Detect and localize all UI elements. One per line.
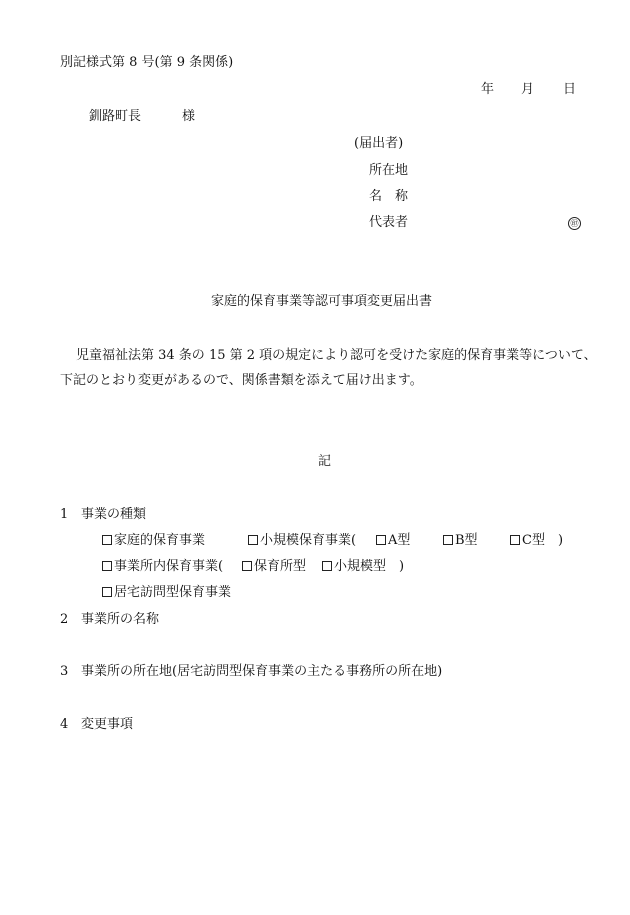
checkbox[interactable] <box>102 587 112 597</box>
ki-heading: 記 <box>318 454 332 469</box>
checkbox[interactable] <box>102 535 112 545</box>
option-label: A型 <box>388 533 411 548</box>
name-label: 名 称 <box>369 189 409 204</box>
option-kyotaku[interactable] <box>102 585 231 601</box>
option-label: 小規模保育事業( <box>260 533 357 548</box>
checkbox[interactable] <box>322 561 332 571</box>
option-shokibo[interactable] <box>248 533 356 549</box>
date-month: 月 <box>521 82 535 97</box>
checkbox[interactable] <box>248 535 258 545</box>
item-number: 2 <box>60 612 69 627</box>
item-label: 変更事項 <box>81 717 134 732</box>
document-title: 家庭的保育事業等認可事項変更届出書 <box>211 294 433 309</box>
item-label: 事業所の所在地(居宅訪問型保育事業の主たる事務所の所在地) <box>81 664 443 679</box>
option-jigyosho[interactable] <box>102 559 223 575</box>
body-text-line2: 下記のとおり変更があるので、関係書類を添えて届け出ます。 <box>60 373 423 388</box>
option-label: 保育所型 <box>254 559 307 574</box>
item-label: 事業所の名称 <box>81 612 160 627</box>
item-label: 事業の種類 <box>81 507 147 522</box>
option-b-type[interactable] <box>443 533 478 549</box>
date-year: 年 <box>481 82 495 97</box>
option-hoikusho-type[interactable] <box>242 559 306 575</box>
representative-label: 代表者 <box>369 215 409 230</box>
option-c-type[interactable] <box>510 533 563 549</box>
option-label: 家庭的保育事業 <box>114 533 206 548</box>
option-label: B型 <box>455 533 478 548</box>
option-label: 小規模型 ) <box>334 559 405 574</box>
body-text-line1: 児童福祉法第 34 条の 15 第 2 項の規定により認可を受けた家庭的保育事業等について、 <box>76 348 597 363</box>
item-number: 4 <box>60 717 69 732</box>
seal-icon: ㊞ <box>568 217 581 230</box>
form-header: 別記様式第 8 号(第 9 条関係) <box>60 55 234 70</box>
option-a-type[interactable] <box>376 533 410 549</box>
option-shokibo-type[interactable] <box>322 559 404 575</box>
item-number: 1 <box>60 507 69 522</box>
checkbox[interactable] <box>102 561 112 571</box>
item-number: 3 <box>60 664 69 679</box>
checkbox[interactable] <box>443 535 453 545</box>
option-label: 居宅訪問型保育事業 <box>114 585 232 600</box>
seal-mark <box>568 215 581 231</box>
addressee-name: 釧路町長 <box>89 109 142 124</box>
option-label: 事業所内保育事業( <box>114 559 224 574</box>
applicant-heading: (届出者) <box>354 136 404 151</box>
checkbox[interactable] <box>510 535 520 545</box>
checkbox[interactable] <box>376 535 386 545</box>
address-label: 所在地 <box>369 163 409 178</box>
checkbox[interactable] <box>242 561 252 571</box>
option-label: C型 ) <box>522 533 564 548</box>
addressee-honorific: 様 <box>182 109 196 124</box>
option-kateiteki[interactable] <box>102 533 205 549</box>
date-day: 日 <box>563 82 577 97</box>
